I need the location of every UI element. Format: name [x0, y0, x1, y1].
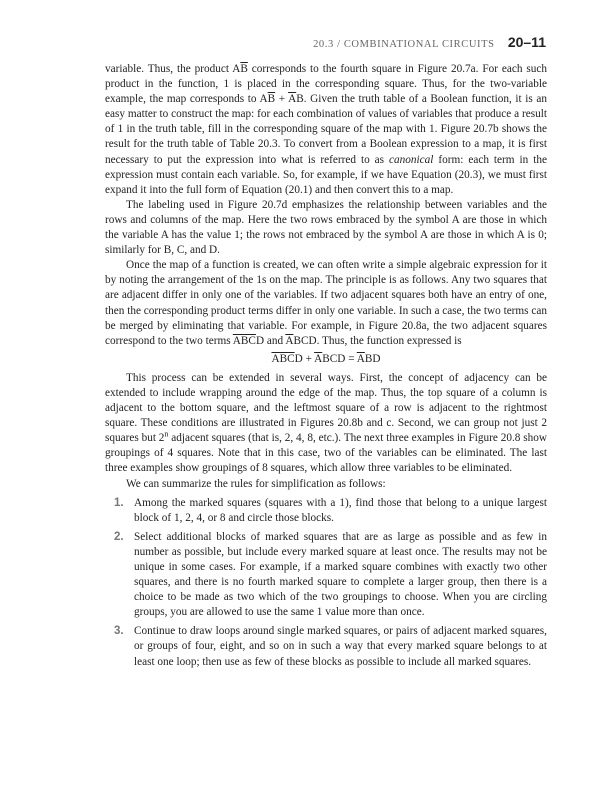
eq-term1-rest: D: [294, 352, 303, 365]
body-text: [105, 62, 547, 674]
rule-text: Continue to draw loops around single marked squares, or pairs of adjacent marked squares, or groups of four, eight, and so on in such a way that every marked square belongs to at least one loop; then use as few of these blocks as possible to include all marked squares.: [134, 625, 547, 668]
eq-result-overline: $\overline{A}$: [356, 352, 365, 365]
p3-text-a: Once the map of a function is created, we can often write a simple algebraic expression for it by noting the arrangement of the 1s on the map. The principle is as follows. Any two squares that are adjacent differ in only one of the variables. If two adjacent squares both have an entry of one, then the corresponding product terms differ in only one variable. In such a case, the two terms can be merged by eliminating that variable. For example, in Figure 20.8a, the two adjacent squares correspond to the two terms: [105, 259, 547, 347]
running-head: [313, 34, 546, 50]
p3-overline-abc: $\overline{ABC}$: [232, 334, 256, 347]
rule-number: 2.: [114, 530, 124, 543]
rule-number: 1.: [114, 496, 124, 509]
p1-overline-b-2: $\overline{B}$: [267, 93, 276, 106]
eq-equals: =: [345, 352, 357, 365]
p1-text-i: form: each term in the expression must contain each variable. So, for example, if we have Equation (20.3), we must first expand it into the full form of Equation (20.1) and then convert this to a map.: [105, 153, 547, 196]
paragraph-4: [105, 371, 547, 477]
rule-number: 3.: [114, 625, 124, 638]
rule-item: [105, 624, 547, 669]
p3-overline-a: $\overline{A}$: [285, 334, 294, 347]
eq-term2-overline: $\overline{A}$: [314, 352, 323, 365]
p1-plus: +: [275, 93, 289, 106]
page-number: 20–11: [507, 34, 546, 50]
paragraph-1: [105, 62, 547, 198]
p3-text-e: BCD. Thus, the function expressed is: [293, 334, 462, 347]
p1-text-g: B. Given the truth table of a Boolean function, it is an easy matter to construct the map: for each combination of values of variables that produce a result of 1 in the truth table, fill in the corresponding square of the map with 1. Figure 20.7b shows the result for the truth table of Table 20.3. To convert from a Boolean expression to a map, it is first necessary to put the expression into what is referred to as: [105, 93, 547, 166]
p3-text-c: D and: [255, 334, 286, 347]
eq-result-rest: BD: [364, 352, 381, 365]
rule-item: [105, 530, 547, 621]
p1-canonical: canonical: [389, 153, 434, 166]
paragraph-5: We can summarize the rules for simplification as follows:: [126, 477, 386, 490]
rule-item: [105, 496, 547, 526]
paragraph-2: The labeling used in Figure 20.7d emphasizes the relationship between variables and the rows and columns of the map. Here the two rows embraced by the symbol A are those in which the variable A has the value 1; the rows not embraced by the symbol A are those in which A is 0; similarly for B, C, and D.: [105, 198, 547, 257]
rule-text: Select additional blocks of marked squares that are as large as possible and as few in number as possible, but include every marked square at least once. The results may not be unique in some cases. For example, if a marked square combines with exactly two other squares, and there is no fourth marked square to complete a larger group, then there is a choice to be made as two which of the two groupings to choose. When you are circling groups, you are allowed to use the same 1 value more than once.: [134, 530, 547, 619]
eq-term1-overline: $\overline{ABC}$: [271, 352, 295, 365]
p1-text-c: corresponds to the fourth square in Figure 20.7a. For each such product in the function, 1 is placed in the corresponding square. Thus, for the two-variable example, the map corresponds to A: [105, 63, 547, 106]
p1-overline-a: $\overline{A}$: [288, 93, 297, 106]
p4-text-b: adjacent squares (that is, 2, 4, 8, etc.). The next three examples in Figure 20.8 show groupings of 4 squares. Note that in this case, two of the variables can be eliminated. The last three examples show groupings of 8 squares, which allow three variables to be eliminated.: [105, 432, 547, 475]
paragraph-3: [105, 258, 547, 349]
p1-text-a: variable. Thus, the product A: [105, 63, 241, 75]
eq-plus: +: [302, 352, 315, 365]
eq-term2-rest: BCD: [322, 352, 346, 365]
rules-list: [105, 496, 547, 670]
p1-overline-b: $\overline{B}$: [240, 63, 248, 75]
rule-text: Among the marked squares (squares with a 1), find those that belong to a unique largest block of 1, 2, 4, or 8 and circle those blocks.: [134, 496, 547, 524]
running-title: 20.3 / COMBINATIONAL CIRCUITS: [313, 39, 495, 50]
simplification-equation: [105, 352, 547, 367]
p4-text-a: This process can be extended in several ways. First, the concept of adjacency can be extended to include wrapping around the edge of the map. Thus, the top square of a column is adjacent to the bottom square, and the leftmost square of a row is adjacent to the rightmost square. These conditions are illustrated in Figures 20.8b and c. Second, we can group not just 2 squares but 2: [105, 371, 547, 445]
p4-superscript-n: n: [164, 429, 169, 439]
